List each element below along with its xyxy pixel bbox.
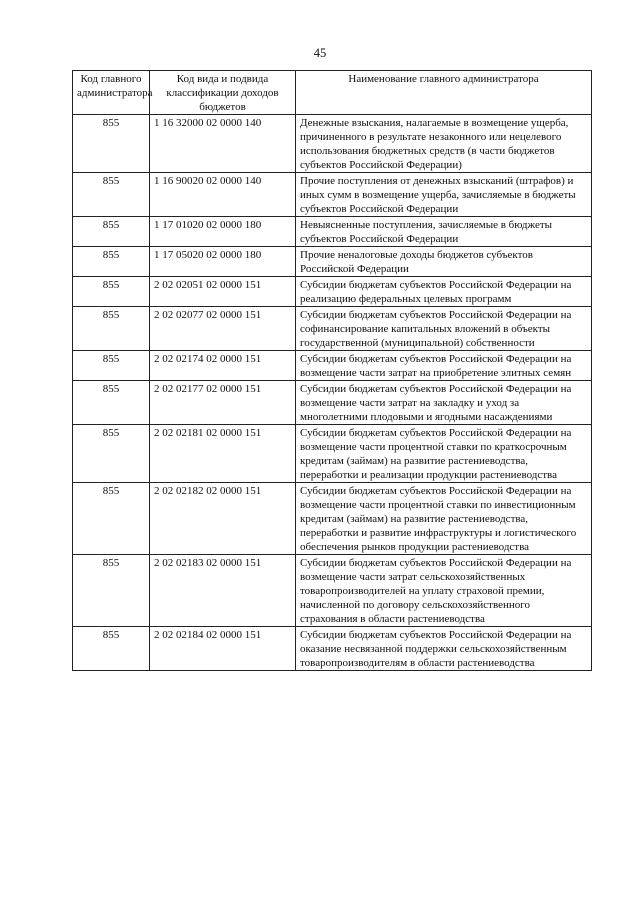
header-admin-name: Наименование главного администратора: [296, 71, 592, 115]
classification-code-cell: 1 16 32000 02 0000 140: [150, 115, 296, 173]
admin-code-cell: 855: [73, 351, 150, 381]
table-header: [73, 71, 592, 115]
admin-code-cell: 855: [73, 425, 150, 483]
classification-code-cell: 1 16 90020 02 0000 140: [150, 173, 296, 217]
classification-code-cell: 2 02 02184 02 0000 151: [150, 627, 296, 671]
table-row: [73, 351, 592, 381]
admin-name-cell: Субсидии бюджетам субъектов Российской Федерации на возмещение части затрат на закладку и уход за многолетними плодовыми и ягодными насаждениями: [296, 381, 592, 425]
table-row: [73, 381, 592, 425]
table-row: [73, 483, 592, 555]
header-admin-code: Код главного администратора: [73, 71, 150, 115]
admin-code-cell: 855: [73, 627, 150, 671]
classification-code-cell: 1 17 05020 02 0000 180: [150, 247, 296, 277]
admin-code-cell: 855: [73, 483, 150, 555]
table-row: [73, 627, 592, 671]
admin-name-cell: Денежные взыскания, налагаемые в возмещение ущерба, причиненного в результате незаконного или нецелевого использования бюджетных средств (в части бюджетов субъектов Российской Федерации): [296, 115, 592, 173]
classification-code-cell: 2 02 02077 02 0000 151: [150, 307, 296, 351]
header-classification-code: Код вида и подвида классификации доходов бюджетов: [150, 71, 296, 115]
admin-name-cell: Субсидии бюджетам субъектов Российской Федерации на возмещение части затрат сельскохозяйственных товаропроизводителей на уплату страховой премии, начисленной по договору сельскохозяйственного страхования в области растениеводства: [296, 555, 592, 627]
admin-name-cell: Субсидии бюджетам субъектов Российской Федерации на реализацию федеральных целевых программ: [296, 277, 592, 307]
admin-name-cell: Субсидии бюджетам субъектов Российской Федерации на софинансирование капитальных вложений в объекты государственной (муниципальной) собственности: [296, 307, 592, 351]
table-row: [73, 307, 592, 351]
admin-name-cell: Невыясненные поступления, зачисляемые в бюджеты субъектов Российской Федерации: [296, 217, 592, 247]
classification-code-cell: 2 02 02182 02 0000 151: [150, 483, 296, 555]
table-row: [73, 173, 592, 217]
admin-code-cell: 855: [73, 555, 150, 627]
table-header-row: [73, 71, 592, 115]
admin-name-cell: Прочие неналоговые доходы бюджетов субъектов Российской Федерации: [296, 247, 592, 277]
admin-name-cell: Субсидии бюджетам субъектов Российской Федерации на возмещение части процентной ставки по инвестиционным кредитам (займам) на развитие растениеводства, переработки и развитие инфраструктуры и логистического обеспечения рынков продукции растениеводства: [296, 483, 592, 555]
admin-code-cell: 855: [73, 115, 150, 173]
classification-code-cell: 2 02 02183 02 0000 151: [150, 555, 296, 627]
admin-code-cell: 855: [73, 307, 150, 351]
admin-code-cell: 855: [73, 217, 150, 247]
admin-code-cell: 855: [73, 247, 150, 277]
admin-name-cell: Субсидии бюджетам субъектов Российской Федерации на возмещение части затрат на приобретение элитных семян: [296, 351, 592, 381]
page-number: 45: [313, 46, 327, 60]
classification-code-cell: 2 02 02181 02 0000 151: [150, 425, 296, 483]
table-body: [73, 115, 592, 671]
admin-name-cell: Субсидии бюджетам субъектов Российской Федерации на оказание несвязанной поддержки сельскохозяйственным товаропроизводителям в области растениеводства: [296, 627, 592, 671]
classification-code-cell: 2 02 02174 02 0000 151: [150, 351, 296, 381]
admin-name-cell: Прочие поступления от денежных взысканий (штрафов) и иных сумм в возмещение ущерба, зачисляемые в бюджеты субъектов Российской Федерации: [296, 173, 592, 217]
admin-code-cell: 855: [73, 173, 150, 217]
admin-name-cell: Субсидии бюджетам субъектов Российской Федерации на возмещение части процентной ставки по краткосрочным кредитам (займам) на развитие растениеводства, переработки и реализации продукции растениеводства: [296, 425, 592, 483]
admin-code-cell: 855: [73, 381, 150, 425]
table-row: [73, 555, 592, 627]
classification-code-cell: 2 02 02177 02 0000 151: [150, 381, 296, 425]
table-row: [73, 425, 592, 483]
classification-code-cell: 1 17 01020 02 0000 180: [150, 217, 296, 247]
admin-code-cell: 855: [73, 277, 150, 307]
classification-code-cell: 2 02 02051 02 0000 151: [150, 277, 296, 307]
table-row: [73, 115, 592, 173]
table-row: [73, 247, 592, 277]
revenue-classification-table: [72, 70, 592, 671]
table-row: [73, 277, 592, 307]
table-row: [73, 217, 592, 247]
